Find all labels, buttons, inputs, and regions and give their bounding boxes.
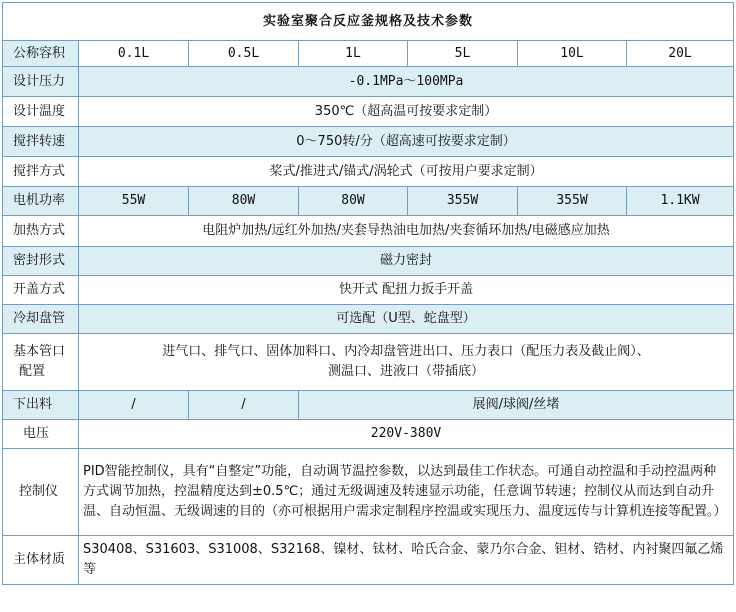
ports-line1: 进气口、排气口、固体加料口、内冷却盘管进出口、压力表口（配压力表及截止阀）、 bbox=[162, 344, 650, 359]
capacity-value: 1L bbox=[299, 41, 408, 67]
motor-value: 355W bbox=[408, 187, 518, 216]
discharge-value: 展阀/球阀/丝堵 bbox=[299, 391, 734, 420]
capacity-value: 5L bbox=[408, 41, 518, 67]
material-value: S30408、S31603、S31008、S32168、镍材、钛材、哈氏合金、蒙乃尔合金、钽材、锆材、内衬聚四氟乙烯等 bbox=[79, 536, 734, 585]
pressure-value: -0.1MPa～100MPa bbox=[79, 67, 734, 97]
cooling-label: 冷却盘管 bbox=[3, 305, 79, 334]
motor-label: 电机功率 bbox=[3, 187, 79, 216]
ports-value bbox=[79, 334, 734, 391]
row-seal bbox=[3, 247, 734, 276]
ports-label-line2: 配置 bbox=[19, 364, 46, 379]
temperature-label: 设计温度 bbox=[3, 97, 79, 127]
stir-mode-label: 搅拌方式 bbox=[3, 157, 79, 187]
ports-label-line1: 基本管口 bbox=[13, 344, 66, 359]
row-pressure bbox=[3, 67, 734, 97]
discharge-value: / bbox=[79, 391, 189, 420]
heating-value: 电阻炉加热/远红外加热/夹套导热油电加热/夹套循环加热/电磁感应加热 bbox=[79, 216, 734, 247]
ports-line2: 测温口、进液口（带插底） bbox=[328, 364, 485, 379]
capacity-label: 公称容积 bbox=[3, 41, 79, 67]
capacity-value: 0.1L bbox=[79, 41, 189, 67]
capacity-value: 10L bbox=[518, 41, 627, 67]
cooling-value: 可选配（U型、蛇盘型） bbox=[79, 305, 734, 334]
ports-label bbox=[3, 334, 79, 391]
motor-value: 1.1KW bbox=[627, 187, 734, 216]
temperature-value: 350℃（超高温可按要求定制） bbox=[79, 97, 734, 127]
stir-mode-value: 桨式/推进式/锚式/涡轮式（可按用户要求定制） bbox=[79, 157, 734, 187]
material-label: 主体材质 bbox=[3, 536, 79, 585]
voltage-value: 220V-380V bbox=[79, 420, 734, 449]
speed-label: 搅拌转速 bbox=[3, 127, 79, 157]
row-cooling bbox=[3, 305, 734, 334]
row-capacity bbox=[3, 41, 734, 67]
row-ports bbox=[3, 334, 734, 391]
motor-value: 55W bbox=[79, 187, 189, 216]
row-lid bbox=[3, 276, 734, 305]
capacity-value: 0.5L bbox=[189, 41, 299, 67]
lid-label: 开盖方式 bbox=[3, 276, 79, 305]
row-temperature bbox=[3, 97, 734, 127]
pressure-label: 设计压力 bbox=[3, 67, 79, 97]
controller-label: 控制仪 bbox=[3, 449, 79, 536]
motor-value: 80W bbox=[189, 187, 299, 216]
heating-label: 加热方式 bbox=[3, 216, 79, 247]
seal-label: 密封形式 bbox=[3, 247, 79, 276]
page-title: 实验室聚合反应釜规格及技术参数 bbox=[3, 3, 734, 41]
seal-value: 磁力密封 bbox=[79, 247, 734, 276]
row-heating bbox=[3, 216, 734, 247]
row-motor bbox=[3, 187, 734, 216]
spec-table bbox=[2, 2, 734, 585]
row-discharge bbox=[3, 391, 734, 420]
lid-value: 快开式 配扭力扳手开盖 bbox=[79, 276, 734, 305]
row-material bbox=[3, 536, 734, 585]
speed-value: 0～750转/分（超高速可按要求定制） bbox=[79, 127, 734, 157]
motor-value: 355W bbox=[518, 187, 627, 216]
voltage-label: 电压 bbox=[3, 420, 79, 449]
capacity-value: 20L bbox=[627, 41, 734, 67]
row-stir-mode bbox=[3, 157, 734, 187]
row-voltage bbox=[3, 420, 734, 449]
row-speed bbox=[3, 127, 734, 157]
row-controller bbox=[3, 449, 734, 536]
controller-value: PID智能控制仪，具有“自整定”功能，自动调节温控参数，以达到最佳工作状态。可通自动控温和手动控温两种方式调节加热，控温精度达到±0.5℃；通过无级调速及转速显示功能，任意调节转速；控制仪从而达到自动升温、自动恒温、无级调速的目的（亦可根据用户需求定制程序控温或实现压力、温度远传与计算机连接等配置。） bbox=[79, 449, 734, 536]
discharge-label: 下出料 bbox=[3, 391, 79, 420]
discharge-value: / bbox=[189, 391, 299, 420]
motor-value: 80W bbox=[299, 187, 408, 216]
